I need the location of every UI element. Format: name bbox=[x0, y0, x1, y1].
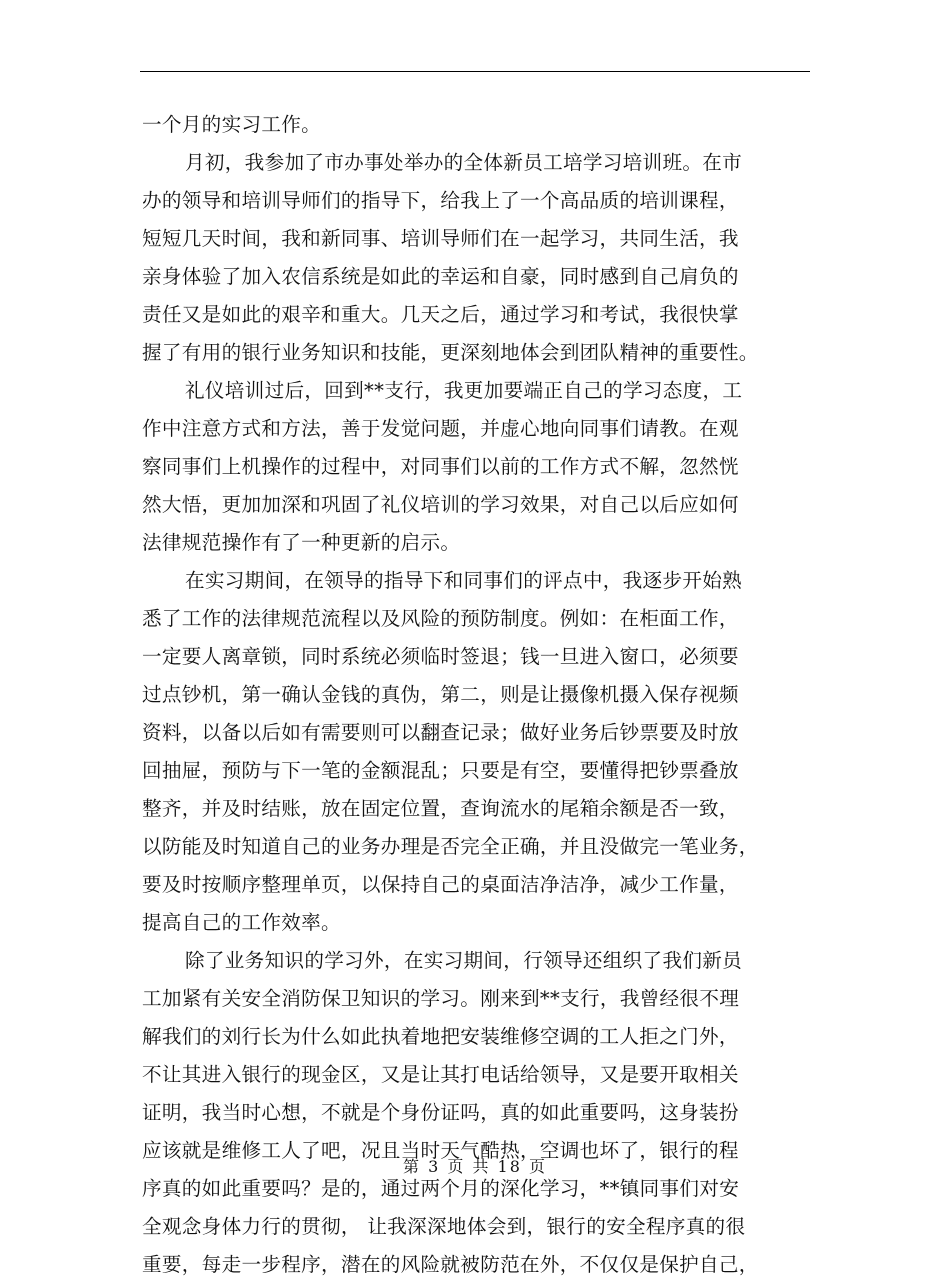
text-line: 回抽屉，预防与下一笔的金额混乱；只要是有空，要懂得把钞票叠放 bbox=[142, 759, 739, 782]
text-line: 作中注意方式和方法，善于发觉问题，并虚心地向同事们请教。在观 bbox=[142, 417, 739, 440]
text-line: 察同事们上机操作的过程中，对同事们以前的工作方式不解，忽然恍 bbox=[142, 455, 739, 478]
text-line: 解我们的刘行长为什么如此执着地把安装维修空调的工人拒之门外， bbox=[142, 1025, 739, 1048]
text-line: 提高自己的工作效率。 bbox=[142, 911, 341, 934]
text-line: 礼仪培训过后，回到**支行，我更加要端正自己的学习态度，工 bbox=[185, 379, 743, 402]
text-line: 除了业务知识的学习外，在实习期间，行领导还组织了我们新员 bbox=[185, 949, 743, 972]
text-line: 月初，我参加了市办事处举办的全体新员工培学习培训班。在市 bbox=[185, 151, 743, 174]
text-line: 以防能及时知道自己的业务办理是否完全正确，并且没做完一笔业务， bbox=[142, 835, 759, 858]
text-line: 全观念身体力行的贯彻， 让我深深地体会到，银行的安全程序真的很 bbox=[142, 1215, 746, 1238]
text-line: 应该就是维修工人了吧，况且当时天气酷热，空调也坏了，银行的程 bbox=[142, 1139, 739, 1162]
text-line: 法律规范操作有了一种更新的启示。 bbox=[142, 531, 461, 554]
text-line: 一个月的实习工作。 bbox=[142, 113, 322, 136]
text-line: 责任又是如此的艰辛和重大。几天之后，通过学习和考试，我很快掌 bbox=[142, 303, 739, 326]
text-line: 不让其进入银行的现金区，又是让其打电话给领导，又是要开取相关 bbox=[142, 1063, 739, 1086]
text-line: 亲身体验了加入农信系统是如此的幸运和自豪，同时感到自己肩负的 bbox=[142, 265, 739, 288]
text-line: 在实习期间，在领导的指导下和同事们的评点中，我逐步开始熟 bbox=[185, 569, 743, 592]
text-line: 序真的如此重要吗？是的，通过两个月的深化学习，**镇同事们对安 bbox=[142, 1177, 740, 1200]
page-number-footer: 第 3 页 共 18 页 bbox=[403, 1157, 547, 1176]
body-text bbox=[142, 106, 810, 1284]
text-line: 整齐，并及时结账，放在固定位置，查询流水的尾箱余额是否一致， bbox=[142, 797, 739, 820]
text-line: 要及时按顺序整理单页，以保持自己的桌面洁净洁净，减少工作量， bbox=[142, 873, 739, 896]
text-line: 握了有用的银行业务知识和技能，更深刻地体会到团队精神的重要性。 bbox=[142, 341, 759, 364]
text-line: 一定要人离章锁，同时系统必须临时签退；钱一旦进入窗口，必须要 bbox=[142, 645, 739, 668]
text-line: 办的领导和培训导师们的指导下，给我上了一个高品质的培训课程， bbox=[142, 189, 739, 212]
text-line: 短短几天时间，我和新同事、培训导师们在一起学习，共同生活，我 bbox=[142, 227, 739, 250]
header-rule bbox=[140, 71, 810, 72]
text-line: 工加紧有关安全消防保卫知识的学习。刚来到**支行，我曾经很不理 bbox=[142, 987, 740, 1010]
text-line: 悉了工作的法律规范流程以及风险的预防制度。例如：在柜面工作， bbox=[142, 607, 739, 630]
text-line: 重要，每走一步程序，潜在的风险就被防范在外，不仅仅是保护自己， bbox=[142, 1253, 759, 1276]
text-line: 证明，我当时心想，不就是个身份证吗，真的如此重要吗，这身装扮 bbox=[142, 1101, 739, 1124]
text-line: 然大悟，更加加深和巩固了礼仪培训的学习效果，对自己以后应如何 bbox=[142, 493, 739, 516]
text-line: 资料，以备以后如有需要则可以翻查记录；做好业务后钞票要及时放 bbox=[142, 721, 739, 744]
text-line: 过点钞机，第一确认金钱的真伪，第二，则是让摄像机摄入保存视频 bbox=[142, 683, 739, 706]
